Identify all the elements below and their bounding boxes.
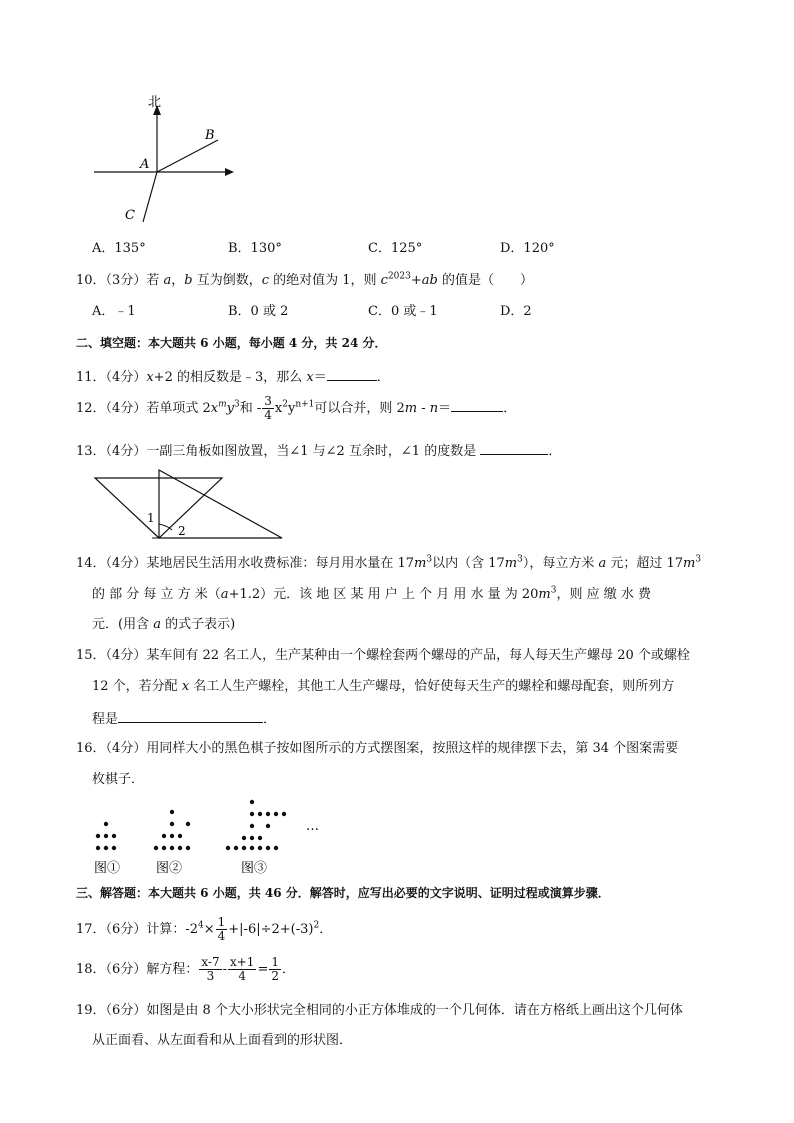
chess-piece-dot bbox=[186, 846, 190, 850]
q9-option-d: D．120° bbox=[500, 241, 555, 256]
east-arrow bbox=[225, 168, 234, 176]
chess-piece-dot bbox=[266, 846, 270, 850]
q16-line1: 16．（4分）用同样大小的黑色棋子按如图所示的方式摆图案，按照这样的规律摆下去，第 34 个图案需要 bbox=[76, 741, 679, 756]
chess-piece-dot bbox=[266, 812, 270, 816]
chess-piece-dot bbox=[96, 834, 100, 838]
chess-piece-dot bbox=[274, 812, 278, 816]
chess-piece-dot bbox=[242, 846, 246, 850]
chess-piece-dot bbox=[170, 822, 174, 826]
q17-fraction: $\frac{1}{4}$ bbox=[217, 915, 226, 943]
q12-fraction: $\frac{3}{4}$ bbox=[264, 394, 272, 422]
fig-label-3: 图③ bbox=[241, 861, 268, 876]
chess-piece-dot bbox=[226, 846, 230, 850]
q9-figure bbox=[88, 92, 238, 227]
chess-piece-dot bbox=[162, 846, 166, 850]
q13-stem: 13．（4分）一副三角板如图放置，当∠1 与∠2 互余时，∠1 的度数是 ． bbox=[76, 440, 561, 461]
q16-line2: 枚棋子． bbox=[92, 772, 145, 787]
ray-ac bbox=[143, 172, 157, 222]
point-a-label: A bbox=[140, 157, 150, 172]
chess-piece-dot bbox=[104, 834, 108, 838]
q15-answer-blank[interactable] bbox=[118, 708, 263, 723]
q10-option-a: A．﹣1 bbox=[92, 304, 136, 319]
q10-option-d: D．2 bbox=[500, 304, 532, 319]
q9-option-a: A．135° bbox=[92, 241, 146, 256]
chess-piece-dot bbox=[170, 810, 174, 814]
chess-piece-dot bbox=[250, 846, 254, 850]
chess-piece-dot bbox=[242, 836, 246, 840]
chess-piece-dot bbox=[258, 846, 262, 850]
chess-piece-dot bbox=[96, 846, 100, 850]
q12-stem: 12．（4分）若单项式 $2x^my^3$和 - $\frac{3}{4}$ $x^2y^{n+1}$可以合并，则 2m - n＝ ． bbox=[76, 394, 517, 422]
chess-piece-dot bbox=[250, 812, 254, 816]
q19-line1: 19．（6分）如图是由 8 个大小形状完全相同的小正方体堆成的一个几何体．请在方格纸上画出这个几何体 bbox=[76, 1003, 683, 1018]
q13-answer-blank[interactable] bbox=[480, 440, 548, 455]
q18-fraction-3: $\frac{1}{2}$ bbox=[271, 955, 279, 983]
chess-piece-dot bbox=[112, 846, 116, 850]
q16-figure bbox=[88, 796, 333, 880]
q15-line2: 12 个，若分配 x 名工人生产螺栓，其他工人生产螺母，恰好使每天生产的螺栓和螺母配套，则所列方 bbox=[92, 679, 675, 694]
chess-piece-dot bbox=[162, 834, 166, 838]
chess-piece-dot bbox=[250, 836, 254, 840]
chess-piece-dot bbox=[282, 812, 286, 816]
chess-piece-dot bbox=[104, 846, 108, 850]
q10-option-b: B．0 或 2 bbox=[228, 304, 289, 319]
q10-option-c: C．0 或﹣1 bbox=[368, 304, 438, 319]
point-c-label: C bbox=[125, 208, 135, 223]
q18-fraction-2: $\frac{x+1}{4}$ bbox=[229, 955, 255, 983]
north-label: 北 bbox=[148, 95, 162, 110]
chess-piece-dot bbox=[104, 822, 108, 826]
chess-piece-dot bbox=[266, 824, 270, 828]
q15-line1: 15．（4分）某车间有 22 名工人，生产某种由一个螺栓套两个螺母的产品，每人每天生产螺母 20 个或螺栓 bbox=[76, 648, 690, 663]
chess-piece-dot bbox=[170, 834, 174, 838]
q15-line3: 程是 ． bbox=[92, 708, 276, 729]
angle-1-label: 1 bbox=[147, 511, 155, 525]
q14-line1: 14．（4分）某地居民生活用水收费标准：每月用水量在 $17m^3$以内（含 $17m^3$），每立方米 a 元；超过 $17m^3$ bbox=[76, 554, 702, 571]
chess-piece-dot bbox=[178, 846, 182, 850]
q9-option-b: B．130° bbox=[228, 241, 282, 256]
q17-stem: 17．（6分）计算：$-2^4\times$ $\frac{1}{4}$ $+|-6|\div 2+(-3)^2$． bbox=[76, 915, 333, 943]
q14-line3: 元．(用含 a 的式子表示) bbox=[92, 617, 236, 632]
chess-piece-dot bbox=[258, 812, 262, 816]
q10-stem: 10．（3分）若 a，b 互为倒数，c 的绝对值为 1，则 $c^{2023}+ab$ 的值是（ ） bbox=[76, 271, 533, 288]
chess-piece-dot bbox=[250, 824, 254, 828]
chess-piece-dot bbox=[258, 836, 262, 840]
angle-2-label: 2 bbox=[178, 524, 186, 538]
chess-piece-dot bbox=[274, 846, 278, 850]
q18-stem: 18．（6分）解方程： $\frac{x-7}{3}$ - $\frac{x+1}{4}$ = $\frac{1}{2}$ ． bbox=[76, 955, 296, 983]
q11-stem: 11．（4分）x+2 的相反数是﹣3，那么 x＝ ． bbox=[76, 366, 390, 387]
q18-fraction-1: $\frac{x-7}{3}$ bbox=[201, 955, 220, 983]
q12-answer-blank[interactable] bbox=[451, 397, 503, 412]
chess-piece-dot bbox=[170, 846, 174, 850]
fig-label-1: 图① bbox=[94, 861, 121, 876]
section2-title: 二、填空题：本大题共 6 小题，每小题 4 分，共 24 分． bbox=[76, 336, 387, 350]
q14-line2: 的 部 分 每 立 方 米（a+1.2）元．该 地 区 某 用 户 上 个 月 用 水 量 为 $20m^3$，则 应 缴 水 费 bbox=[92, 585, 651, 602]
chess-piece-dot bbox=[186, 822, 190, 826]
ellipsis: … bbox=[306, 819, 319, 834]
section3-title: 三、解答题：本大题共 6 小题，共 46 分．解答时，应写出必要的文字说明、证明过程或演算步骤． bbox=[76, 886, 610, 900]
point-b-label: B bbox=[205, 128, 215, 143]
chess-piece-dot bbox=[250, 800, 254, 804]
chess-piece-dot bbox=[154, 846, 158, 850]
q11-answer-blank[interactable] bbox=[327, 366, 377, 381]
q13-figure bbox=[92, 464, 287, 544]
chess-piece-dot bbox=[112, 834, 116, 838]
chess-piece-dot bbox=[234, 846, 238, 850]
chess-piece-dot bbox=[178, 834, 182, 838]
q9-option-c: C．125° bbox=[368, 241, 423, 256]
fig-label-2: 图② bbox=[156, 861, 183, 876]
q19-line2: 从正面看、从左面看和从上面看到的形状图． bbox=[92, 1033, 353, 1048]
ray-ab bbox=[157, 140, 218, 172]
